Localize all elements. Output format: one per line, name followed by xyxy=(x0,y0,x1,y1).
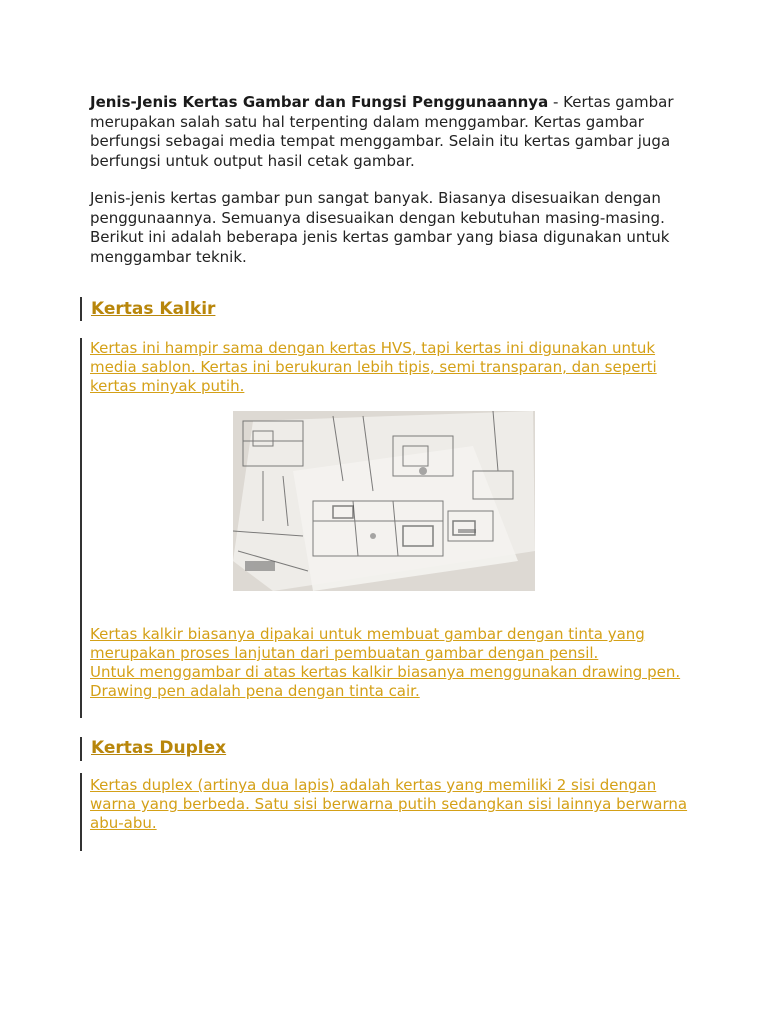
kalkir-description[interactable]: Kertas ini hampir sama dengan kertas HVS, tapi kertas ini digunakan untuk media sablon. Kertas ini berukuran lebih tipis, semi transparan, dan seperti kertas minyak putih. xyxy=(90,339,657,395)
intro-text-1: Kertas gambar merupakan salah satu hal terpenting dalam menggambar. Kertas gambar berfungsi sebagai media tempat menggambar. Selain itu kertas gambar juga berfungsi untuk output hasil cetak gambar. xyxy=(90,93,674,170)
article-title: Jenis-Jenis Kertas Gambar dan Fungsi Penggunaannya xyxy=(90,93,549,111)
duplex-description[interactable]: Kertas duplex (artinya dua lapis) adalah kertas yang memiliki 2 sisi dengan warna yang berbeda. Satu sisi berwarna putih sedangkan sisi lainnya berwarna abu-abu. xyxy=(90,776,688,832)
kertas-kalkir-image xyxy=(233,411,535,591)
heading-kertas-duplex[interactable]: Kertas Duplex xyxy=(91,738,227,758)
section-content-bar xyxy=(80,773,82,851)
kalkir-usage-line-2[interactable]: Untuk menggambar di atas kertas kalkir biasanya menggunakan drawing pen. Drawing pen adalah pena dengan tinta cair. xyxy=(90,663,681,700)
heading-kertas-kalkir[interactable]: Kertas Kalkir xyxy=(91,299,216,319)
intro-block xyxy=(90,93,690,267)
blueprint-drawing-illustration xyxy=(233,411,535,591)
section-marker-bar xyxy=(80,737,82,761)
section-marker-bar xyxy=(80,297,82,321)
kalkir-usage-paragraph[interactable] xyxy=(90,625,690,701)
title-separator: - xyxy=(548,93,564,111)
kalkir-usage-line-1[interactable]: Kertas kalkir biasanya dipakai untuk membuat gambar dengan tinta yang merupakan proses lanjutan dari pembuatan gambar dengan pensil. xyxy=(90,625,645,662)
intro-paragraph-1 xyxy=(90,93,690,171)
section-content-bar xyxy=(80,338,82,718)
intro-paragraph-2: Jenis-jenis kertas gambar pun sangat banyak. Biasanya disesuaikan dengan penggunaannya. Semuanya disesuaikan dengan kebutuhan masing-masing. Berikut ini adalah beberapa jenis kertas gambar yang biasa digunakan untuk menggambar teknik. xyxy=(90,189,670,266)
